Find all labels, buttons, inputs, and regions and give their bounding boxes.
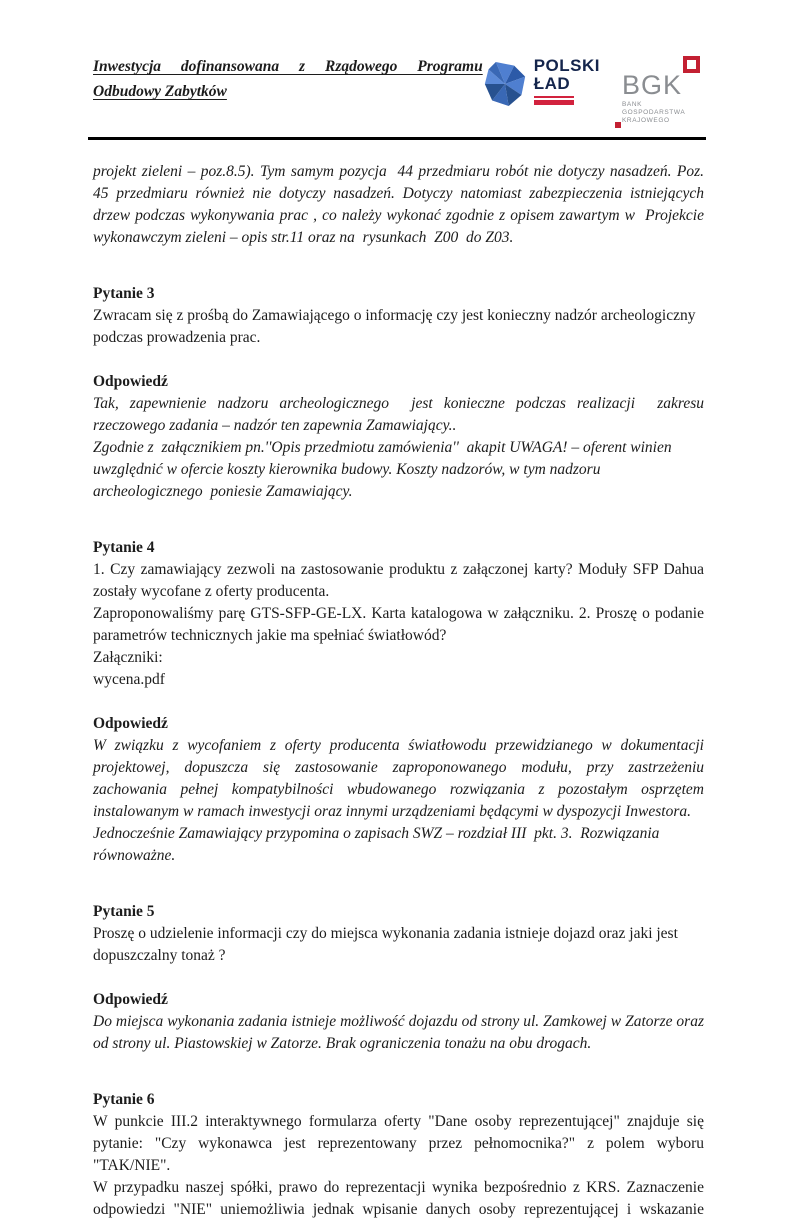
qa-section-pytanie-3 <box>93 283 708 503</box>
qa-section-pytanie-4 <box>93 537 708 867</box>
question-heading: Pytanie 4 <box>93 539 155 556</box>
polish-flag-icon <box>534 96 574 105</box>
answer-paragraph: Zgodnie z załącznikiem pn.''Opis przedmiotu zamówienia'' akapit UWAGA! – oferent winien uwzględnić w ofercie koszty kierownika budowy. Koszty nadzorów, w tym nadzoru archeologicznego poniesie Zamawiający. <box>93 439 676 500</box>
answer-paragraph: W związku z wycofaniem z oferty producenta światłowodu przewidzianego w dokumentacji projektowej, dopuszcza się zastosowanie zaproponowanego modułu, przy zastrzeżeniu zachowania pełnej kompatybilności wbudowanego rozwiązania z pozostałym osprzętem instalowanym w ramach inwestycji oraz innymi urządzeniami będącymi w dyspozycji Inwestora. <box>93 737 708 820</box>
attachment-filename: wycena.pdf <box>93 671 165 688</box>
qa-section-pytanie-6 <box>93 1089 708 1221</box>
funding-program-title: Inwestycja dofinansowana z Rządowego Programu Odbudowy Zabytków <box>93 58 483 100</box>
intro-paragraph: projekt zieleni – poz.8.5). Tym samym pozycja 44 przedmiaru robót nie dotyczy nasadzeń. Poz. 45 przedmiaru również nie dotyczy nasadzeń. Dotyczy natomiast zabezpieczenia istniejących drzew podczas wykonywania prac , co należy wykonać zgodnie z opisem zawartym w Projekcie wykonawczym zieleni – opis str.11 oraz na rysunkach Z00 do Z03. <box>93 163 712 246</box>
question-heading: Pytanie 6 <box>93 1091 155 1108</box>
header-divider-rule <box>88 137 706 140</box>
bgk-full-name <box>622 101 704 125</box>
bgk-full-name-line1: BANK GOSPODARSTWA <box>622 101 686 116</box>
attachments-label: Załączniki: <box>93 649 163 666</box>
polski-lad-shield-icon <box>483 59 527 109</box>
answer-heading: Odpowiedź <box>93 991 168 1008</box>
bgk-abbreviation: BGK <box>622 70 683 100</box>
qa-section-pytanie-5 <box>93 901 708 1055</box>
question-paragraph: 1. Czy zamawiający zezwoli na zastosowanie produktu z załączonej karty? Moduły SFP Dahua zostały wycofane z oferty producenta. <box>93 561 708 600</box>
question-heading: Pytanie 5 <box>93 903 155 920</box>
question-paragraph: Zwracam się z prośbą do Zamawiającego o informację czy jest konieczny nadzór archeologiczny podczas prowadzenia prac. <box>93 307 700 346</box>
answer-paragraph: Jednocześnie Zamawiający przypomina o zapisach SWZ – rozdział III pkt. 3. Rozwiązania równoważne. <box>93 825 664 864</box>
question-paragraph: Proszę o udzielenie informacji czy do miejsca wykonania zadania istnieje dojazd oraz jaki jest dopuszczalny tonaż ? <box>93 925 682 964</box>
logo-group <box>483 54 704 125</box>
bgk-logo <box>622 56 704 125</box>
question-heading: Pytanie 3 <box>93 285 155 302</box>
answer-heading: Odpowiedź <box>93 715 168 732</box>
answer-heading: Odpowiedź <box>93 373 168 390</box>
bgk-full-name-line2: KRAJOWEGO <box>622 117 670 124</box>
answer-paragraph: Tak, zapewnienie nadzoru archeologicznego jest konieczne podczas realizacji zakresu rzeczowego zadania – nadzór ten zapewnia Zamawiający.. <box>93 395 708 434</box>
page-header <box>93 54 704 125</box>
question-paragraph: Zaproponowaliśmy parę GTS-SFP-GE-LX. Karta katalogowa w załączniku. 2. Proszę o podanie parametrów technicznych jakie ma spełniać światłowód? <box>93 605 708 644</box>
bgk-red-bullet-icon <box>615 122 621 128</box>
polski-lad-logo <box>483 56 600 109</box>
question-paragraph: W punkcie III.2 interaktywnego formularza oferty "Dane osoby reprezentującej" znajduje się pytanie: "Czy wykonawca jest reprezentowany przez pełnomocnika?" z polem wyboru "TAK/NIE". <box>93 1113 708 1174</box>
polski-lad-word-polski: POLSKI <box>533 56 600 75</box>
polski-lad-wordmark <box>534 56 600 105</box>
bgk-red-square-icon <box>683 56 700 73</box>
question-paragraph: W przypadku naszej spółki, prawo do reprezentacji wynika bezpośrednio z KRS. Zaznaczenie odpowiedzi "NIE" uniemożliwia jednak wpisanie danych osoby reprezentującej i wskazanie <box>93 1179 708 1218</box>
polski-lad-word-lad: ŁAD <box>533 74 571 93</box>
answer-paragraph: Do miejsca wykonania zadania istnieje możliwość dojazdu od strony ul. Zamkowej w Zatorze oraz od strony ul. Piastowskiej w Zatorze. Brak ograniczenia tonażu na obu drogach. <box>93 1013 708 1052</box>
